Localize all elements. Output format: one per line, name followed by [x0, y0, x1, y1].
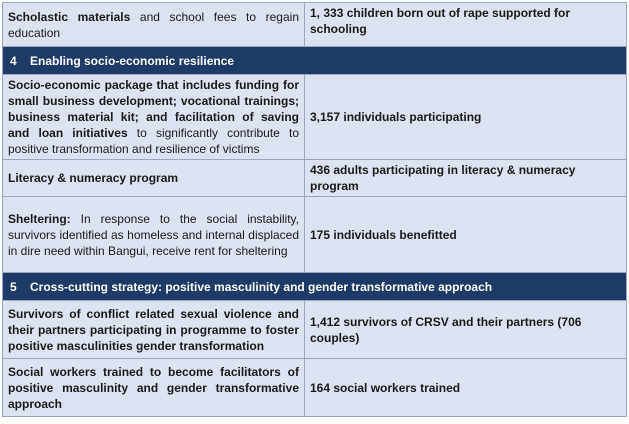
activity-cell: [3, 359, 305, 417]
activity-description: and school fees to regain education: [8, 9, 299, 40]
result-cell: 436 adults participating in literacy & numeracy program: [305, 160, 627, 197]
activity-title: Socio-economic package that includes funding for small business development; vocational trainings; business material kit; and facilitation of saving and loan initiatives: [8, 78, 299, 140]
result-cell: 175 individuals benefitted: [305, 197, 627, 273]
section-header: [3, 47, 627, 75]
activity-cell: [3, 75, 305, 160]
table-row: [3, 75, 627, 160]
section-number: 5: [10, 279, 17, 294]
table-row: [3, 359, 627, 417]
section-number: 4: [10, 53, 17, 68]
result-cell: 1,412 survivors of CRSV and their partners (706 couples): [305, 301, 627, 359]
section-header-row: [3, 273, 627, 301]
table-row: [3, 160, 627, 197]
programme-table: [2, 2, 627, 417]
activity-cell: [3, 197, 305, 273]
table-row: [3, 197, 627, 273]
activity-cell: [3, 301, 305, 359]
section-title: Cross-cutting strategy: positive masculinity and gender transformative approach: [30, 279, 493, 294]
activity-title: Survivors of conflict related sexual violence and their partners participating in programme to foster positive masculinities gender transformation: [8, 306, 299, 353]
table-row: [3, 3, 627, 47]
activity-cell: [3, 3, 305, 47]
activity-title: Sheltering:: [8, 211, 71, 226]
activity-title: Scholastic materials: [8, 9, 131, 24]
activity-description: to significantly contribute to positive transformation and resilience of victims: [8, 126, 299, 156]
activity-title: Literacy & numeracy program: [8, 171, 179, 185]
result-cell: 3,157 individuals participating: [305, 75, 627, 160]
activity-description: In response to the social instability, survivors identified as homeless and internal displaced in dire need within Bangui, receive rent for sheltering: [8, 211, 299, 258]
activity-cell: [3, 160, 305, 197]
result-cell: 164 social workers trained: [305, 359, 627, 417]
result-cell: 1, 333 children born out of rape supported for schooling: [305, 3, 627, 47]
table-row: [3, 301, 627, 359]
section-header: [3, 273, 627, 301]
section-header-row: [3, 47, 627, 75]
activity-title: Social workers trained to become facilitators of positive masculinity and gender transformative approach: [8, 364, 299, 411]
section-title: Enabling socio-economic resilience: [30, 53, 235, 68]
